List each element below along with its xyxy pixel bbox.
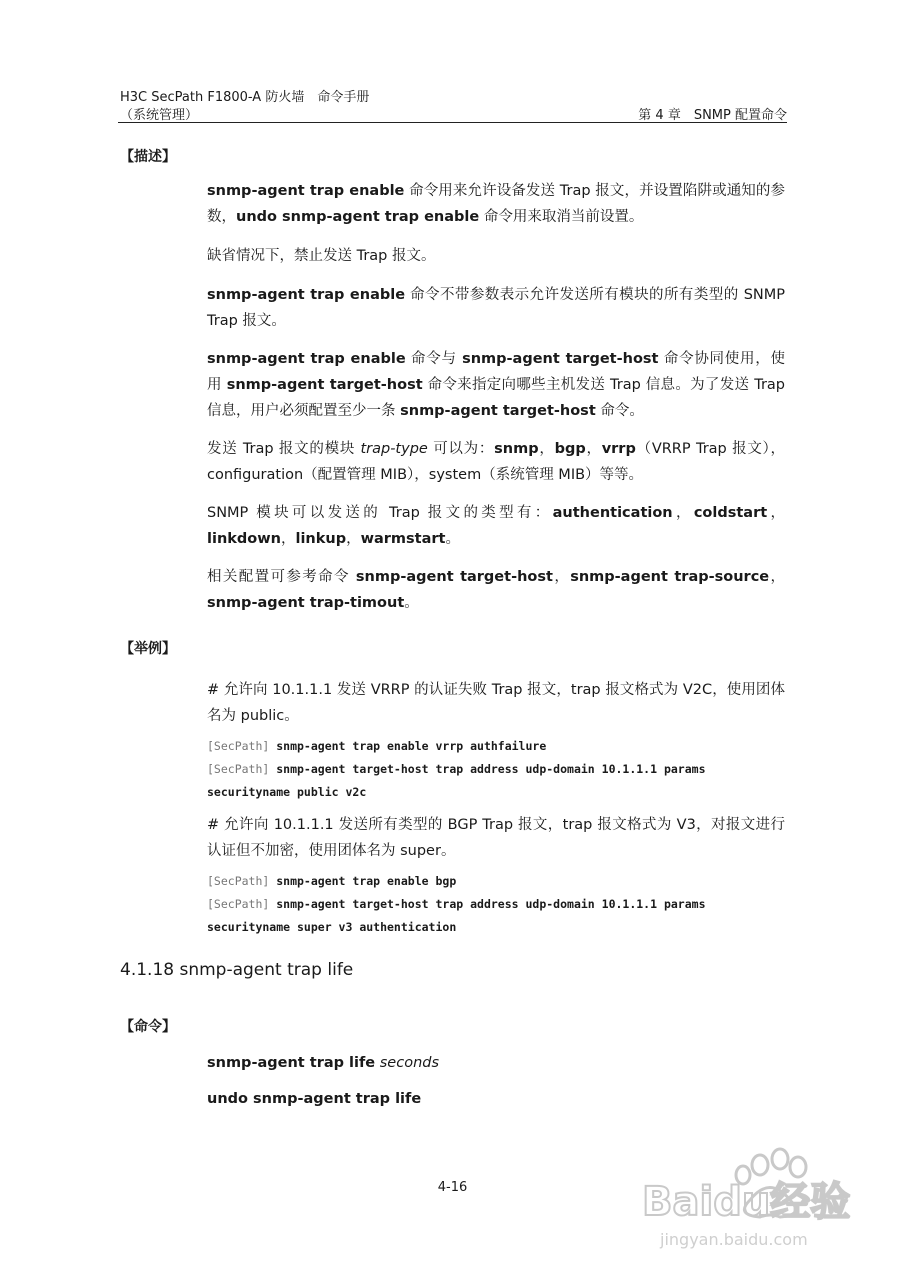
header-title: H3C SecPath F1800-A 防火墙 命令手册: [120, 90, 370, 105]
watermark-brand: Baidu经验: [642, 1179, 851, 1225]
code-line: [SecPath] snmp-agent trap enable vrrp authfailure: [207, 739, 547, 753]
code-line: [SecPath] snmp-agent target-host trap address udp-domain 10.1.1.1 params: [207, 897, 706, 911]
code-line: securityname super v3 authentication: [207, 920, 457, 934]
command-syntax-1: snmp-agent trap life seconds: [207, 1055, 440, 1071]
description-paragraph-1: snmp-agent trap enable 命令用来允许设备发送 Trap 报文，并设置陷阱或通知的参数，undo snmp-agent trap enable 命令用来取消当前设置。: [207, 183, 785, 225]
baidu-watermark-logo: [640, 1145, 860, 1255]
page-number: 4-16: [437, 1180, 468, 1195]
example-1-description: # 允许向 10.1.1.1 发送 VRRP 的认证失败 Trap 报文，trap 报文格式为 V2C，使用团体名为 public。: [207, 682, 785, 724]
description-paragraph-5: 发送 Trap 报文的模块 trap-type 可以为：snmp，bgp，vrrp（VRRP Trap 报文），configuration（配置管理 MIB），system（系统管理 MIB）等等。: [207, 441, 786, 483]
example-2-code: [207, 870, 785, 939]
code-line: securityname public v2c: [207, 785, 367, 799]
code-line: [SecPath] snmp-agent target-host trap address udp-domain 10.1.1.1 params: [207, 762, 706, 776]
header-chapter: 第 4 章 SNMP 配置命令: [638, 108, 787, 123]
section-label-description: 【描述】: [120, 149, 176, 165]
watermark-url: jingyan.baidu.com: [660, 1230, 808, 1249]
code-line: [SecPath] snmp-agent trap enable bgp: [207, 874, 457, 888]
description-paragraph-4: snmp-agent trap enable 命令与 snmp-agent target-host 命令协同使用，使用 snmp-agent target-host 命令来指定向哪些主机发送 Trap 信息。为了发送 Trap 信息，用户必须配置至少一条 snmp-agent target-host 命令。: [207, 351, 786, 419]
header-subtitle: （系统管理）: [120, 108, 199, 123]
command-syntax-2: undo snmp-agent trap life: [207, 1091, 422, 1107]
example-2-description: # 允许向 10.1.1.1 发送所有类型的 BGP Trap 报文，trap 报文格式为 V3，对报文进行认证但不加密，使用团体名为 super。: [207, 817, 785, 859]
section-heading: 4.1.18 snmp-agent trap life: [120, 960, 354, 980]
example-1-code: [207, 735, 785, 804]
description-paragraph-7: 相关配置可参考命令 snmp-agent target-host，snmp-agent trap-source，snmp-agent trap-timout。: [207, 569, 786, 611]
description-paragraph-3: snmp-agent trap enable 命令不带参数表示允许发送所有模块的所有类型的 SNMP Trap 报文。: [207, 287, 785, 329]
description-paragraph-2: 缺省情况下，禁止发送 Trap 报文。: [207, 248, 436, 264]
description-paragraph-6: SNMP 模块可以发送的 Trap 报文的类型有：authentication，coldstart，linkdown，linkup，warmstart。: [207, 505, 786, 547]
section-label-command: 【命令】: [120, 1019, 176, 1035]
header-divider: [118, 122, 787, 123]
section-label-example: 【举例】: [120, 641, 176, 657]
